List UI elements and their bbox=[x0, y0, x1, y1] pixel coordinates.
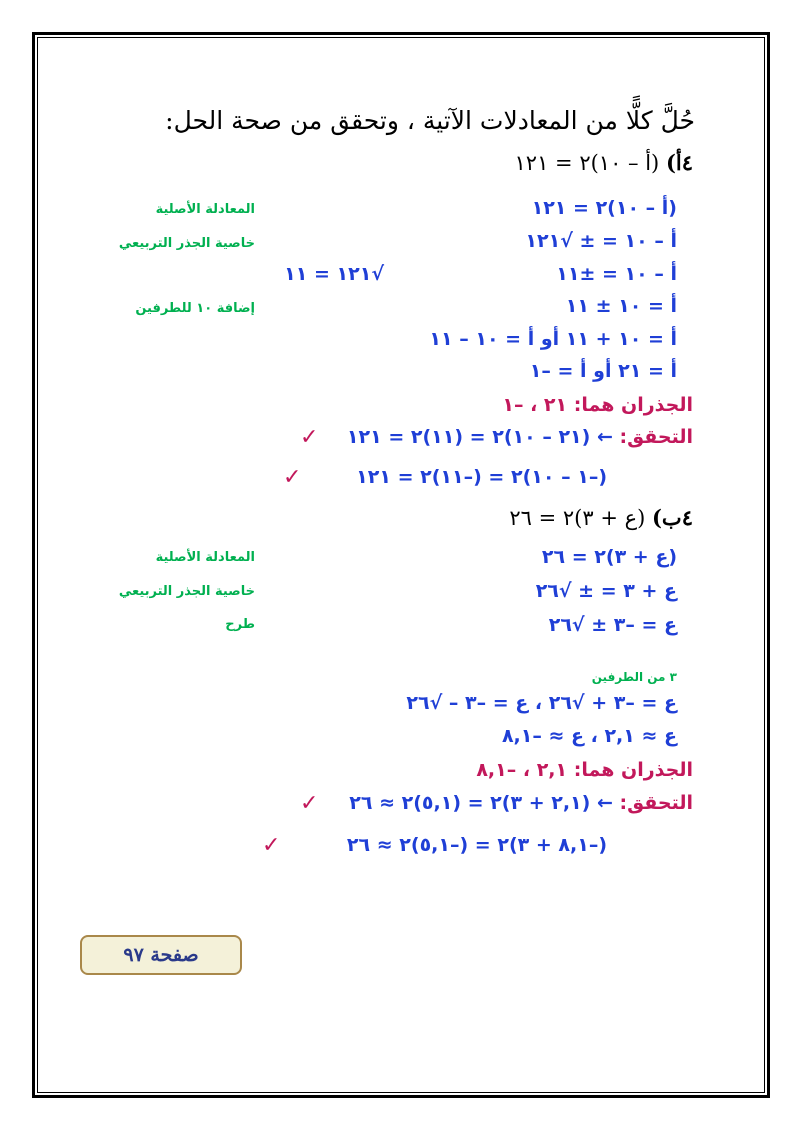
roots-b-label: الجذران هما: bbox=[573, 759, 693, 781]
roots-b bbox=[476, 761, 693, 780]
checkmark-icon: ✓ bbox=[300, 425, 319, 450]
check-a-1-expr: ← (٢١ – ١٠)٢ = (١١)٢ = ١٢١ bbox=[346, 426, 613, 448]
side-calc-a: √١٢١ = ١١ bbox=[284, 263, 384, 285]
check-b-1-expr: ← (٢,١ + ٣)٢ = (٥,١)٢ ≈ ٢٦ bbox=[349, 792, 613, 814]
step-a-5: أ = ١٠ + ١١ أو أ = ١٠ – ١١ bbox=[429, 328, 677, 350]
step-b-3: ع = –٣ ± √٢٦ bbox=[548, 614, 677, 636]
page-value: ٩٧ bbox=[123, 944, 144, 966]
step-a-3: أ – ١٠ = ±١١ bbox=[556, 263, 677, 285]
page-number bbox=[82, 944, 240, 966]
note-a-add: إضافة ١٠ للطرفين bbox=[135, 301, 255, 316]
problem-a-label: ٤أ) bbox=[665, 150, 693, 175]
problem-b-equation: (ع + ٣)٢ = ٢٦ bbox=[509, 506, 646, 530]
problem-a-heading bbox=[515, 152, 693, 174]
check-a-1 bbox=[347, 428, 693, 447]
step-b-1: (ع + ٣)٢ = ٢٦ bbox=[541, 546, 677, 568]
note-b-subtract: طرح bbox=[225, 617, 255, 632]
step-b-2: ع + ٣ = ± √٢٦ bbox=[535, 580, 677, 602]
note-a-original: المعادلة الأصلية bbox=[155, 202, 255, 217]
page-label: صفحة bbox=[150, 944, 199, 966]
roots-a bbox=[502, 396, 693, 415]
check-b-2: (–٨,١ + ٣)٢ = (–٥,١)٢ ≈ ٢٦ bbox=[346, 834, 607, 856]
problem-b-heading bbox=[509, 507, 693, 529]
roots-a-label: الجذران هما: bbox=[573, 394, 693, 416]
page-number-badge bbox=[80, 935, 242, 975]
step-a-4: أ = ١٠ ± ١١ bbox=[565, 295, 677, 317]
step-a-1: (أ – ١٠)٢ = ١٢١ bbox=[531, 197, 677, 219]
step-a-2: أ – ١٠ = ± √١٢١ bbox=[525, 230, 677, 252]
split-b-2: ع ≈ ٢,١ ، ع ≈ –٨,١ bbox=[501, 725, 677, 747]
note-b-sqrt: خاصية الجذر التربيعي bbox=[118, 584, 255, 599]
check-b-1 bbox=[349, 794, 693, 813]
checkmark-icon: ✓ bbox=[300, 791, 319, 816]
roots-b-value: ٢,١ ، –٨,١ bbox=[476, 759, 568, 781]
note-b-original: المعادلة الأصلية bbox=[155, 550, 255, 565]
note-a-sqrt: خاصية الجذر التربيعي bbox=[118, 236, 255, 251]
checkmark-icon: ✓ bbox=[283, 465, 302, 490]
roots-a-value: ٢١ ، –١ bbox=[502, 394, 568, 416]
checkmark-icon: ✓ bbox=[262, 833, 281, 858]
problem-a-equation: (أ – ١٠)٢ = ١٢١ bbox=[514, 151, 660, 175]
note-b-continued: ٣ من الطرفين bbox=[591, 670, 677, 684]
check-a-label: التحقق: bbox=[619, 426, 693, 448]
step-a-6: أ = ٢١ أو أ = –١ bbox=[529, 360, 677, 382]
exercise-title: حُلَّ كلًّا من المعادلات الآتية ، وتحقق من صحة الحل: bbox=[165, 106, 695, 135]
check-a-2: (–١ – ١٠)٢ = (–١١)٢ = ١٢١ bbox=[356, 466, 607, 488]
check-b-label: التحقق: bbox=[619, 792, 693, 814]
problem-b-label: ٤ب) bbox=[652, 505, 693, 530]
split-b-1: ع = –٣ + √٢٦ ، ع = –٣ – √٢٦ bbox=[406, 692, 677, 714]
